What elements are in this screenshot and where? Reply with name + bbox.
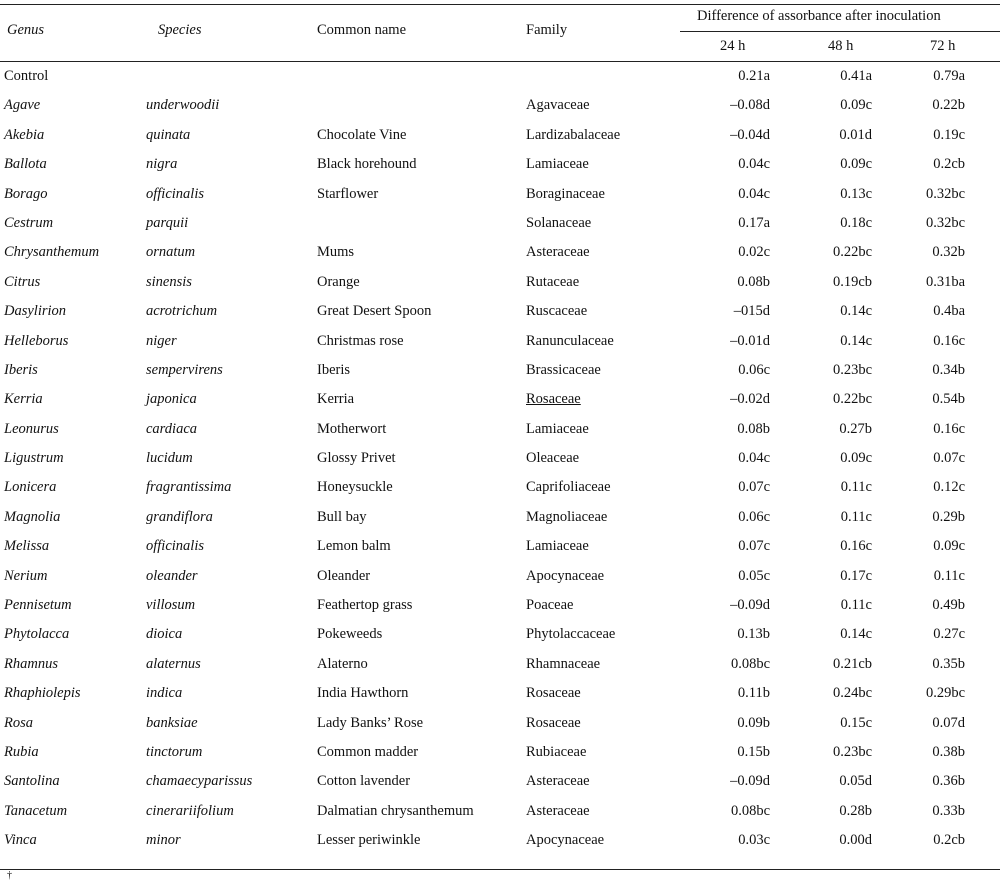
- cell-h48: 0.27b: [839, 420, 872, 437]
- header-genus: Genus: [7, 22, 45, 38]
- cell-h24: 0.15b: [737, 743, 770, 760]
- cell-family: Apocynaceae: [526, 832, 605, 849]
- cell-common: India Hawthorn: [317, 685, 409, 702]
- cell-h72: 0.16c: [933, 420, 965, 437]
- cell-genus: Leonurus: [4, 420, 59, 437]
- cell-h72: 0.27c: [933, 626, 965, 643]
- cell-species: alaternus: [146, 655, 201, 672]
- cell-genus: Borago: [4, 185, 48, 202]
- cell-h24: 0.17a: [738, 214, 770, 231]
- cell-genus: Rhamnus: [4, 655, 58, 672]
- cell-h48: 0.15c: [840, 714, 872, 731]
- cell-h48: 0.22bc: [832, 391, 872, 408]
- cell-h48: 0.16c: [840, 538, 872, 555]
- cell-h72: 0.07d: [932, 714, 965, 731]
- cell-family: Solanaceae: [526, 214, 592, 231]
- cell-h72: 0.16c: [933, 332, 965, 349]
- cell-h24: 0.03c: [738, 832, 770, 849]
- cell-common: Motherwort: [317, 420, 387, 437]
- cell-family: Boraginaceae: [526, 185, 605, 202]
- cell-species: lucidum: [146, 450, 193, 467]
- cell-family: Apocynaceae: [526, 567, 605, 584]
- cell-family: Brassicaceae: [526, 361, 601, 378]
- cell-genus: Control: [4, 68, 49, 84]
- cell-common: Kerria: [317, 391, 355, 408]
- cell-h24: –0.04d: [730, 126, 770, 143]
- cell-h24: 0.07c: [738, 538, 770, 555]
- cell-common: Glossy Privet: [317, 450, 396, 467]
- header-48h: 48 h: [828, 38, 854, 54]
- table-bottom-rule: [0, 869, 1000, 870]
- header-24h: 24 h: [720, 38, 746, 54]
- cell-h48: 0.28b: [839, 802, 872, 819]
- header-72h: 72 h: [930, 38, 956, 54]
- cell-genus: Citrus: [4, 273, 41, 290]
- cell-genus: Pennisetum: [4, 597, 72, 614]
- cell-h72: 0.29bc: [925, 685, 965, 702]
- table-row: [0, 826, 1000, 855]
- cell-h24: 0.09b: [737, 714, 770, 731]
- cell-family: Oleaceae: [526, 450, 580, 467]
- cell-common: Black horehound: [317, 156, 417, 173]
- cell-family: Poaceae: [526, 597, 574, 614]
- cell-family: Ranunculaceae: [526, 332, 614, 349]
- cell-genus: Dasylirion: [4, 303, 67, 320]
- header-species: Species: [158, 22, 202, 38]
- cell-species: quinata: [146, 126, 191, 143]
- cell-h72: 0.07c: [933, 450, 965, 467]
- cell-common: Iberis: [317, 361, 351, 378]
- cell-genus: Kerria: [4, 391, 43, 408]
- table-row: [0, 620, 1000, 649]
- cell-species: officinalis: [146, 538, 204, 555]
- cell-h72: 0.49b: [932, 597, 965, 614]
- cell-family: Lamiaceae: [526, 538, 589, 555]
- cell-h48: 0.09c: [840, 450, 872, 467]
- cell-h24: 0.21a: [738, 68, 770, 84]
- cell-common: Mums: [317, 244, 355, 261]
- cell-h48: 0.23bc: [832, 743, 872, 760]
- cell-family: Agavaceae: [526, 97, 590, 114]
- cell-family: Rubiaceae: [526, 743, 587, 760]
- cell-family: Rosaceae: [526, 391, 581, 408]
- cell-species: nigra: [146, 156, 178, 173]
- cell-h72: 0.79a: [933, 68, 965, 84]
- cell-species: acrotrichum: [146, 303, 218, 320]
- table-row: [0, 121, 1000, 150]
- cell-h48: 0.09c: [840, 156, 872, 173]
- cell-genus: Tanacetum: [4, 802, 68, 819]
- cell-genus: Cestrum: [4, 214, 54, 231]
- cell-common: Bull bay: [317, 508, 367, 525]
- cell-h24: 0.13b: [737, 626, 770, 643]
- cell-species: sempervirens: [146, 361, 223, 378]
- cell-h24: –0.09d: [730, 597, 770, 614]
- cell-genus: Ligustrum: [4, 450, 64, 467]
- cell-h48: 0.00d: [839, 832, 872, 849]
- cell-species: japonica: [146, 391, 197, 408]
- cell-species: officinalis: [146, 185, 204, 202]
- cell-family: Asteraceae: [526, 773, 590, 790]
- cell-species: parquii: [146, 214, 189, 231]
- cell-h48: 0.14c: [840, 332, 872, 349]
- cell-h72: 0.36b: [932, 773, 965, 790]
- table-row: [0, 327, 1000, 356]
- cell-genus: Ballota: [4, 156, 47, 173]
- cell-h48: 0.14c: [840, 303, 872, 320]
- cell-h72: 0.4ba: [933, 303, 965, 320]
- cell-common: Common madder: [317, 743, 419, 760]
- cell-family: Lamiaceae: [526, 156, 589, 173]
- table-row: [0, 591, 1000, 620]
- table-row: [0, 180, 1000, 209]
- cell-h72: 0.32bc: [925, 214, 965, 231]
- table-row: [0, 356, 1000, 385]
- cell-species: sinensis: [146, 273, 192, 290]
- cell-h72: 0.31ba: [925, 273, 965, 290]
- cell-species: niger: [146, 332, 177, 349]
- table-row: [0, 767, 1000, 796]
- cell-common: Honeysuckle: [317, 479, 393, 496]
- cell-family: Rosaceae: [526, 685, 581, 702]
- cell-h72: 0.09c: [933, 538, 965, 555]
- cell-family: Magnoliaceae: [526, 508, 608, 525]
- cell-genus: Rosa: [4, 714, 33, 731]
- cell-species: cinerariifolium: [146, 802, 234, 819]
- cell-h48: 0.41a: [840, 68, 872, 84]
- cell-h48: 0.05d: [839, 773, 872, 790]
- cell-h48: 0.17c: [840, 567, 872, 584]
- cell-common: Starflower: [317, 185, 379, 202]
- cell-common: Lemon balm: [317, 538, 391, 555]
- table-row: [0, 268, 1000, 297]
- cell-h72: 0.2cb: [933, 156, 965, 173]
- cell-family: Lamiaceae: [526, 420, 589, 437]
- cell-common: Chocolate Vine: [317, 126, 407, 143]
- cell-common: Oleander: [317, 567, 371, 584]
- cell-h48: 0.09c: [840, 97, 872, 114]
- cell-common: Feathertop grass: [317, 597, 413, 614]
- cell-h72: 0.33b: [932, 802, 965, 819]
- cell-common: Cotton lavender: [317, 773, 411, 790]
- cell-h72: 0.2cb: [933, 832, 965, 849]
- table-row: [0, 62, 1000, 91]
- table-row: [0, 562, 1000, 591]
- header-family: Family: [526, 22, 568, 38]
- table-row: [0, 91, 1000, 120]
- cell-h24: 0.04c: [738, 156, 770, 173]
- cell-h72: 0.35b: [932, 655, 965, 672]
- cell-family: Phytolaccaceae: [526, 626, 616, 643]
- cell-h72: 0.54b: [932, 391, 965, 408]
- table-row: [0, 797, 1000, 826]
- table-row: [0, 473, 1000, 502]
- cell-h48: 0.19cb: [832, 273, 872, 290]
- cell-species: tinctorum: [146, 743, 203, 760]
- cell-genus: Vinca: [4, 832, 37, 849]
- cell-family: Rhamnaceae: [526, 655, 601, 672]
- cell-genus: Helleborus: [4, 332, 69, 349]
- cell-h72: 0.19c: [933, 126, 965, 143]
- cell-h24: –0.02d: [730, 391, 770, 408]
- table-row: [0, 738, 1000, 767]
- table-body: [0, 62, 1000, 856]
- cell-genus: Rhaphiolepis: [4, 685, 81, 702]
- cell-species: oleander: [146, 567, 198, 584]
- cell-species: underwoodii: [146, 97, 220, 114]
- cell-species: fragrantissima: [146, 479, 232, 496]
- table-row: [0, 415, 1000, 444]
- cell-h24: 0.08b: [737, 273, 770, 290]
- cell-species: indica: [146, 685, 183, 702]
- cell-genus: Rubia: [4, 743, 39, 760]
- cell-genus: Melissa: [4, 538, 50, 555]
- cell-genus: Akebia: [4, 126, 45, 143]
- cell-h24: 0.06c: [738, 361, 770, 378]
- cell-h48: 0.11c: [840, 597, 872, 614]
- cell-common: Lesser periwinkle: [317, 832, 421, 849]
- cell-genus: Magnolia: [4, 508, 61, 525]
- cell-species: dioica: [146, 626, 183, 643]
- cell-family: Asteraceae: [526, 802, 590, 819]
- cell-family: Rosaceae: [526, 714, 581, 731]
- header-absorbance-group: Difference of assorbance after inoculation: [697, 8, 941, 24]
- cell-species: villosum: [146, 597, 196, 614]
- cell-h48: 0.11c: [840, 479, 872, 496]
- cell-h72: 0.32b: [932, 244, 965, 261]
- table-row: [0, 503, 1000, 532]
- cell-common: Orange: [317, 273, 360, 290]
- cell-genus: Chrysanthemum: [4, 244, 100, 261]
- table-row: [0, 150, 1000, 179]
- cell-genus: Iberis: [4, 361, 38, 378]
- table-row: [0, 444, 1000, 473]
- cell-h24: 0.05c: [738, 567, 770, 584]
- table-top-rule: [0, 4, 1000, 5]
- cell-species: ornatum: [146, 244, 196, 261]
- cell-h72: 0.38b: [932, 743, 965, 760]
- cell-h24: 0.02c: [738, 244, 770, 261]
- cell-h72: 0.22b: [932, 97, 965, 114]
- cell-h24: –0.09d: [730, 773, 770, 790]
- cell-family: Asteraceae: [526, 244, 590, 261]
- table-row: [0, 238, 1000, 267]
- cell-species: minor: [146, 832, 181, 849]
- cell-family: Caprifoliaceae: [526, 479, 611, 496]
- cell-h72: 0.34b: [932, 361, 965, 378]
- table-row: [0, 650, 1000, 679]
- cell-genus: Santolina: [4, 773, 60, 790]
- cell-species: banksiae: [146, 714, 198, 731]
- cell-h48: 0.01d: [839, 126, 872, 143]
- cell-h24: 0.04c: [738, 450, 770, 467]
- cell-h24: 0.08bc: [730, 655, 770, 672]
- cell-species: cardiaca: [146, 420, 198, 437]
- cell-h72: 0.29b: [932, 508, 965, 525]
- table-row: [0, 532, 1000, 561]
- cell-h24: 0.07c: [738, 479, 770, 496]
- cell-species: grandiflora: [146, 508, 213, 525]
- cell-h72: 0.11c: [933, 567, 965, 584]
- cell-h72: 0.32bc: [925, 185, 965, 202]
- cell-h24: 0.04c: [738, 185, 770, 202]
- cell-h48: 0.14c: [840, 626, 872, 643]
- table-row: [0, 297, 1000, 326]
- cell-genus: Agave: [4, 97, 41, 114]
- cell-common: Pokeweeds: [317, 626, 383, 643]
- cell-common: Christmas rose: [317, 332, 404, 349]
- cell-h48: 0.13c: [840, 185, 872, 202]
- cell-common: Great Desert Spoon: [317, 303, 432, 320]
- table-row: [0, 709, 1000, 738]
- footnote-mark: †: [7, 870, 12, 881]
- cell-h24: –0.08d: [730, 97, 770, 114]
- header-common-name: Common name: [317, 22, 407, 38]
- cell-common: Alaterno: [317, 655, 368, 672]
- cell-common: Lady Banks’ Rose: [317, 714, 424, 731]
- cell-h72: 0.12c: [933, 479, 965, 496]
- cell-h48: 0.24bc: [832, 685, 872, 702]
- table-row: [0, 209, 1000, 238]
- cell-h48: 0.23bc: [832, 361, 872, 378]
- cell-genus: Phytolacca: [4, 626, 70, 643]
- cell-h24: 0.08b: [737, 420, 770, 437]
- table-row: [0, 679, 1000, 708]
- table-row: [0, 385, 1000, 414]
- cell-h48: 0.21cb: [832, 655, 872, 672]
- cell-h24: 0.06c: [738, 508, 770, 525]
- cell-family: Ruscaceae: [526, 303, 588, 320]
- cell-family: Lardizabalaceae: [526, 126, 621, 143]
- cell-common: Dalmatian chrysanthemum: [317, 802, 474, 819]
- cell-genus: Lonicera: [4, 479, 57, 496]
- cell-species: chamaecyparissus: [146, 773, 253, 790]
- cell-family: Rutaceae: [526, 273, 580, 290]
- cell-h48: 0.11c: [840, 508, 872, 525]
- cell-h24: –015d: [733, 303, 770, 320]
- cell-h48: 0.18c: [840, 214, 872, 231]
- cell-h24: –0.01d: [730, 332, 770, 349]
- cell-genus: Nerium: [4, 567, 48, 584]
- cell-h24: 0.11b: [737, 685, 770, 702]
- cell-h48: 0.22bc: [832, 244, 872, 261]
- table-group-rule: [680, 31, 1000, 32]
- cell-h24: 0.08bc: [730, 802, 770, 819]
